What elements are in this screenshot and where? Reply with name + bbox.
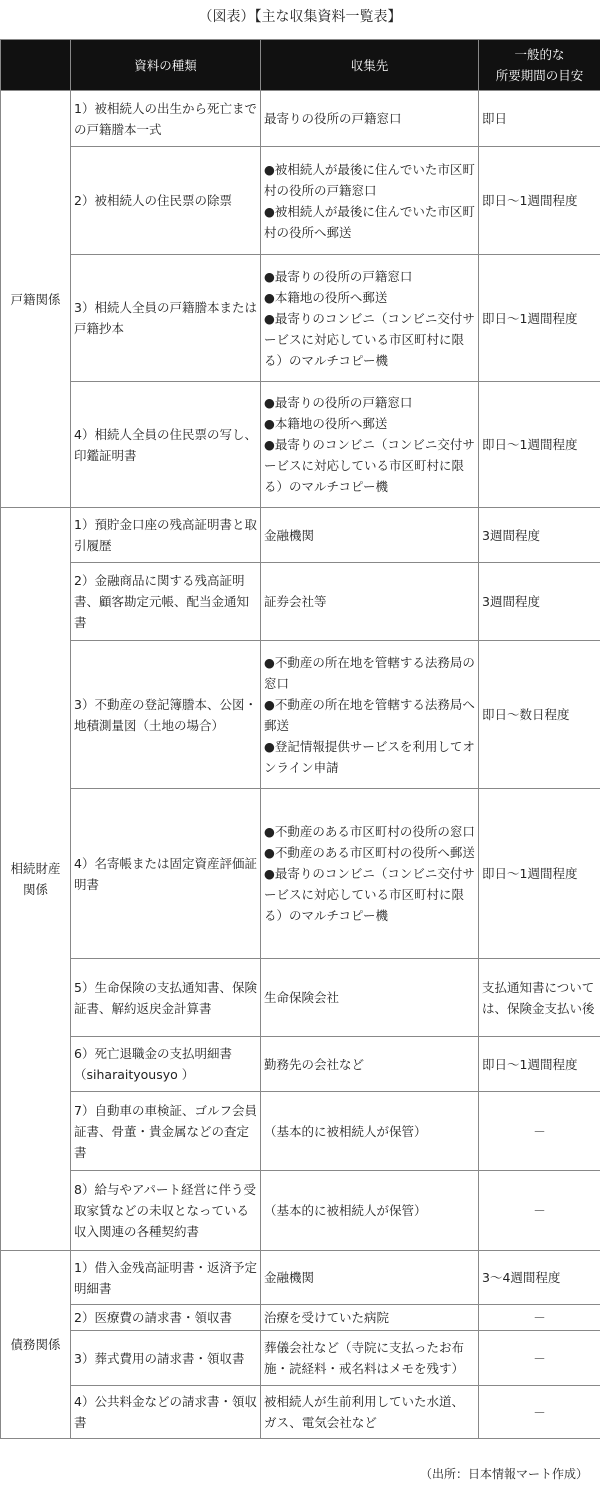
source-line: 金融機関 — [264, 527, 315, 543]
source-line: 被相続人が生前利用していた水道、ガス、電気会社など — [264, 1394, 465, 1430]
source-note: （出所：日本情報マート作成） — [419, 1467, 588, 1481]
doc-type-cell: 5）生命保険の支払通知書、保険証書、解約返戻金計算書 — [71, 959, 261, 1037]
period-cell: 即日～1週間程度 — [479, 147, 600, 255]
source-cell — [261, 789, 479, 959]
header-period-line: 一般的な — [514, 47, 565, 62]
doc-type-cell: 7）自動車の車検証、ゴルフ会員証書、骨董・貴金属などの査定書 — [71, 1092, 261, 1171]
source-line: 生命保険会社 — [264, 990, 340, 1005]
doc-type-cell: 1）被相続人の出生から死亡までの戸籍謄本一式 — [71, 91, 261, 147]
table-row — [1, 91, 600, 147]
source-line: ●不動産の所在地を管轄する法務局の窓口 — [264, 654, 475, 691]
source-line: 最寄りの役所の戸籍窓口 — [264, 111, 402, 126]
doc-type-cell: 4）名寄帳または固定資産評価証明書 — [71, 789, 261, 959]
period-cell: 3～4週間程度 — [479, 1251, 600, 1305]
doc-type-cell: 2）金融商品に関する残高証明書、顧客勘定元帳、配当金通知書 — [71, 563, 261, 641]
header-row — [1, 40, 600, 91]
source-cell — [261, 1092, 479, 1171]
table-row — [1, 382, 600, 508]
source-line: ●不動産の所在地を管轄する法務局へ郵送 — [264, 696, 475, 733]
category-cell: 戸籍関係 — [1, 91, 71, 508]
source-line: ●被相続人が最後に住んでいた市区町村の役所へ郵送 — [264, 203, 475, 240]
source-line: ●被相続人が最後に住んでいた市区町村の役所の戸籍窓口 — [264, 161, 475, 198]
period-cell: 即日～1週間程度 — [479, 1037, 600, 1092]
doc-type-cell: 1）借入金残高証明書・返済予定明細書 — [71, 1251, 261, 1305]
table-row — [1, 959, 600, 1037]
table-row — [1, 1251, 600, 1305]
doc-type-cell: 2）医療費の請求書・領収書 — [71, 1305, 261, 1331]
category-cell: 債務関係 — [1, 1251, 71, 1439]
source-cell — [261, 1331, 479, 1386]
doc-type-cell: 4）相続人全員の住民票の写し、印鑑証明書 — [71, 382, 261, 508]
doc-type-cell: 4）公共料金などの請求書・領収書 — [71, 1386, 261, 1439]
period-cell: － — [479, 1331, 600, 1386]
header-category — [1, 40, 71, 91]
header-period-line: 所要期間の目安 — [495, 68, 584, 83]
category-cell: 相続財産関係 — [1, 508, 71, 1251]
source-cell — [261, 1305, 479, 1331]
table-title: （図表）【主な収集資料一覧表】 — [198, 9, 402, 25]
header-period — [479, 40, 600, 91]
source-cell — [261, 91, 479, 147]
source-line: ●最寄りのコンビニ（コンビニ交付サービスに対応している市区町村に限る）のマルチコピー機 — [264, 310, 475, 368]
table-row — [1, 255, 600, 382]
documents-table — [0, 39, 600, 1439]
table-row — [1, 147, 600, 255]
source-line: ●本籍地の役所へ郵送 — [264, 289, 388, 305]
doc-type-cell: 1）預貯金口座の残高証明書と取引履歴 — [71, 508, 261, 563]
table-row — [1, 1305, 600, 1331]
doc-type-cell: 3）不動産の登記簿謄本、公図・地積測量図（土地の場合） — [71, 641, 261, 789]
source-line: ●最寄りの役所の戸籍窓口 — [264, 395, 413, 410]
source-line: ●最寄りのコンビニ（コンビニ交付サービスに対応している市区町村に限る）のマルチコピー機 — [264, 866, 475, 923]
source-line: （基本的に被相続人が保管） — [264, 1123, 427, 1139]
source-cell — [261, 255, 479, 382]
source-cell — [261, 382, 479, 508]
table-row — [1, 789, 600, 959]
source-cell — [261, 1251, 479, 1305]
source-cell — [261, 959, 479, 1037]
source-line: 勤務先の会社など — [264, 1056, 365, 1072]
table-row — [1, 508, 600, 563]
period-cell: － — [479, 1171, 600, 1251]
source-cell — [261, 147, 479, 255]
header-doc-type: 資料の種類 — [71, 40, 261, 91]
period-cell: － — [479, 1386, 600, 1439]
source-line: 葬儀会社など（寺院に支払ったお布施・読経料・戒名料はメモを残す） — [264, 1340, 465, 1376]
source-line: ●登記情報提供サービスを利用してオンライン申請 — [264, 738, 475, 775]
source-line: （基本的に被相続人が保管） — [264, 1203, 427, 1218]
period-cell: 即日 — [479, 91, 600, 147]
period-cell: － — [479, 1305, 600, 1331]
table-row — [1, 1037, 600, 1092]
period-cell: 即日～1週間程度 — [479, 789, 600, 959]
header-source: 収集先 — [261, 40, 479, 91]
source-cell — [261, 1171, 479, 1251]
table-row — [1, 1092, 600, 1171]
doc-type-cell: 2）被相続人の住民票の除票 — [71, 147, 261, 255]
source-line: ●最寄りの役所の戸籍窓口 — [264, 268, 413, 284]
table-row — [1, 1171, 600, 1251]
table-row — [1, 1386, 600, 1439]
source-line: ●不動産のある市区町村の役所の窓口 — [264, 824, 475, 839]
source-line: ●不動産のある市区町村の役所へ郵送 — [264, 845, 475, 860]
source-cell — [261, 563, 479, 641]
period-cell: 支払通知書については、保険金支払い後 — [479, 959, 600, 1037]
source-cell — [261, 641, 479, 789]
period-cell: 即日～1週間程度 — [479, 382, 600, 508]
source-line: ●最寄りのコンビニ（コンビニ交付サービスに対応している市区町村に限る）のマルチコピー機 — [264, 437, 475, 494]
table-row — [1, 641, 600, 789]
source-line: ●本籍地の役所へ郵送 — [264, 416, 388, 431]
period-cell: 3週間程度 — [479, 508, 600, 563]
period-cell: 3週間程度 — [479, 563, 600, 641]
source-cell — [261, 508, 479, 563]
doc-type-cell: 6）死亡退職金の支払明細書（siharaityousyo ） — [71, 1037, 261, 1092]
period-cell: 即日～1週間程度 — [479, 255, 600, 382]
source-line: 治療を受けていた病院 — [264, 1310, 390, 1325]
table-row — [1, 1331, 600, 1386]
source-cell — [261, 1037, 479, 1092]
source-cell — [261, 1386, 479, 1439]
table-row — [1, 563, 600, 641]
period-cell: 即日～数日程度 — [479, 641, 600, 789]
doc-type-cell: 8）給与やアパート経営に伴う受取家賃などの未収となっている収入関連の各種契約書 — [71, 1171, 261, 1251]
source-line: 証券会社等 — [264, 594, 327, 609]
period-cell: － — [479, 1092, 600, 1171]
doc-type-cell: 3）葬式費用の請求書・領収書 — [71, 1331, 261, 1386]
doc-type-cell: 3）相続人全員の戸籍謄本または戸籍抄本 — [71, 255, 261, 382]
source-line: 金融機関 — [264, 1270, 315, 1285]
